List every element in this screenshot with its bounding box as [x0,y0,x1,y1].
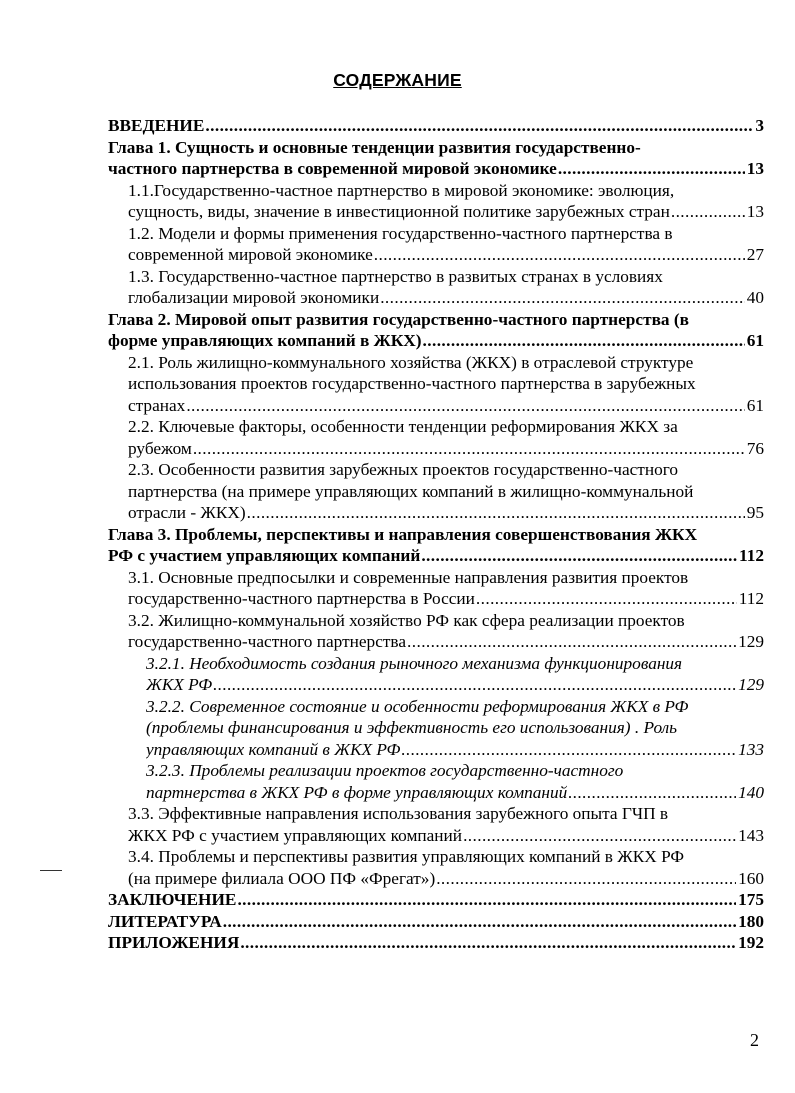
toc-entry-leader [108,889,764,911]
toc-entry-text: глобализации мировой экономики [128,288,380,307]
toc-entry-line: 2.3. Особенности развития зарубежных проектов государственно-частного [128,460,679,479]
toc-page-number: 160 [738,868,764,888]
toc-entry-line: партнерства (на примере управляющих компаний в жилищно-коммунальной [128,481,694,501]
toc-entry-text: ЛИТЕРАТУРА [108,911,222,931]
toc-entry-line: 3.2.2. Современное состояние и особенности реформирования ЖКХ в РФ [146,696,689,716]
toc-entry-line: 3.2.3. Проблемы реализации проектов государственно-частного [146,761,624,780]
toc-page-number: 112 [738,589,764,608]
toc-entry [108,932,764,954]
toc-entry-line: 2.1. Роль жилищно-коммунального хозяйства (ЖКХ) в отраслевой структуре [128,352,694,372]
toc-entry [108,223,764,266]
toc-entry-line: 1.3. Государственно-частное партнерство в развитых странах в условиях [128,266,663,286]
toc-entry-line: 3.3. Эффективные направления использования зарубежного опыта ГЧП в [128,804,669,823]
toc-entry [108,524,764,567]
toc-entry-text: государственно-частного партнерства в России [128,589,475,608]
toc-page-number: 13 [746,159,764,178]
toc-page-number: 112 [739,546,764,565]
toc-entry [108,352,764,417]
toc-entry-leader [128,502,764,524]
toc-entry [108,653,764,696]
toc-entry [108,846,764,889]
toc-entry [108,889,764,911]
toc-page-number: 61 [746,395,764,415]
toc-entry-text: странах [128,395,186,415]
toc-page-number: 192 [738,933,764,952]
toc-entry-text: ЖКХ РФ [146,675,213,694]
toc-entry-leader [108,932,764,954]
toc-entry-text: ПРИЛОЖЕНИЯ [108,933,240,952]
toc-entry-leader [128,631,764,653]
toc-page-number: 61 [746,331,764,350]
toc-page-number: 143 [738,825,764,845]
toc-entry-text: современной мировой экономике [128,245,373,264]
toc-entry-text: ВВЕДЕНИЕ [108,116,205,135]
toc-entry [108,137,764,180]
toc-entry [108,416,764,459]
toc-page-number: 129 [738,675,764,694]
toc-entry-leader [128,588,764,610]
toc-entry-leader [128,438,764,460]
toc-entry-leader [108,330,764,352]
page-number: 2 [750,1030,759,1050]
toc-page-number: 129 [738,632,764,651]
margin-mark [40,870,62,871]
toc-entry [108,696,764,761]
table-of-contents [108,115,764,954]
toc-entry-text: отрасли - ЖКХ) [128,503,246,522]
toc-entry-leader [146,674,764,696]
toc-entry-leader [128,201,764,223]
toc-page-number: 180 [738,911,764,931]
toc-page-number: 13 [746,202,764,221]
toc-entry-text: управляющих компаний в ЖКХ РФ [146,739,401,759]
toc-entry [108,911,764,933]
toc-entry-text: ЖКХ РФ с участием управляющих компаний [128,825,463,845]
toc-entry-line: 3.1. Основные предпосылки и современные направления развития проектов [128,567,689,587]
toc-entry-leader [108,115,764,137]
toc-entry-leader [128,868,764,890]
toc-entry-line: 3.2.1. Необходимость создания рыночного механизма функционирования [146,653,683,673]
toc-entry-leader [128,825,764,847]
toc-entry-text: частного партнерства в современной мировой экономике [108,159,557,178]
toc-entry-line: 1.2. Модели и формы применения государственно-частного партнерства в [128,223,673,243]
toc-entry-line: Глава 1. Сущность и основные тенденции развития государственно- [108,137,641,157]
toc-entry-leader [108,545,764,567]
toc-page-number: 76 [746,438,764,458]
toc-entry-leader [108,911,764,933]
toc-entry-leader [128,287,764,309]
toc-entry-line: 3.2. Жилищно-коммунальной хозяйство РФ как сфера реализации проектов [128,610,685,630]
toc-entry-line: (проблемы финансирования и эффективность его использования) . Роль [146,718,678,737]
toc-entry-text: рубежом [128,438,192,458]
toc-entry-text: государственно-частного партнерства [128,632,407,651]
toc-entry-leader [108,158,764,180]
toc-entry-text: сущность, виды, значение в инвестиционной политике зарубежных стран [128,202,670,221]
toc-page-number: 40 [746,288,764,307]
toc-entry-text: РФ с участием управляющих компаний [108,546,421,565]
toc-page-number: 95 [746,503,764,522]
toc-entry-leader [128,244,764,266]
toc-entry [108,459,764,524]
toc-page-number: 175 [738,890,764,909]
toc-entry-line: 2.2. Ключевые факторы, особенности тенденции реформирования ЖКХ за [128,417,678,436]
toc-entry [108,266,764,309]
toc-entry-leader [128,395,764,417]
toc-page-number: 3 [755,116,764,135]
toc-entry-line: Глава 2. Мировой опыт развития государственно-частного партнерства (в [108,309,689,329]
toc-entry [108,610,764,653]
toc-entry-leader [146,782,764,804]
toc-page-number: 140 [738,782,764,802]
toc-entry-line: использования проектов государственно-частного партнерства в зарубежных [128,374,696,393]
toc-page-number: 27 [746,245,764,264]
toc-entry-text: (на примере филиала ООО ПФ «Фрегат») [128,868,436,888]
toc-entry [108,803,764,846]
toc-entry-leader [146,739,764,761]
toc-entry [108,115,764,137]
toc-entry-text: партнерства в ЖКХ РФ в форме управляющих компаний [146,782,568,802]
toc-entry-line: 1.1.Государственно-частное партнерство в мировой экономике: эволюция, [128,180,675,200]
toc-entry-text: ЗАКЛЮЧЕНИЕ [108,890,237,909]
toc-entry [108,180,764,223]
toc-page-number: 133 [738,739,764,759]
toc-entry [108,567,764,610]
toc-entry-line: Глава 3. Проблемы, перспективы и направления совершенствования ЖКХ [108,524,698,544]
toc-entry [108,760,764,803]
toc-title: СОДЕРЖАНИЕ [333,70,462,90]
toc-entry-line: 3.4. Проблемы и перспективы развития управляющих компаний в ЖКХ РФ [128,847,685,866]
toc-entry [108,309,764,352]
toc-entry-text: форме управляющих компаний в ЖКХ) [108,331,422,350]
